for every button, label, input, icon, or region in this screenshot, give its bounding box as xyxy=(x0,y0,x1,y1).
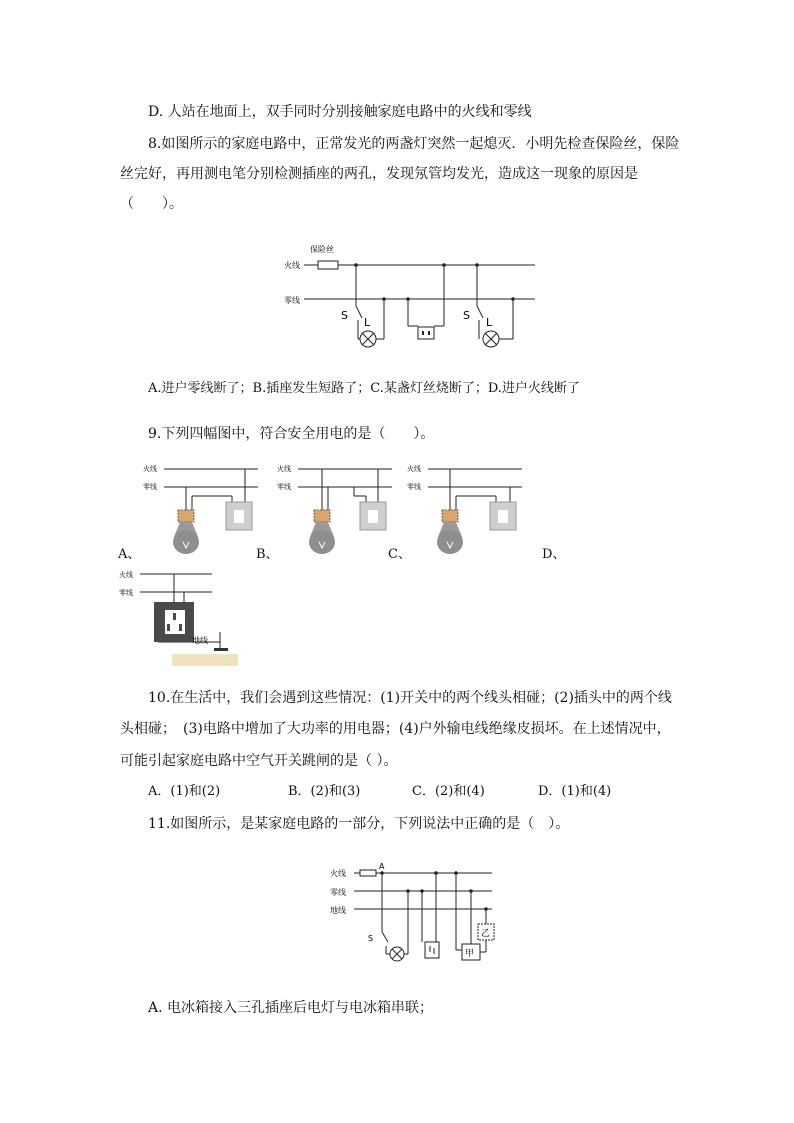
q9b-neutral-label: 零线 xyxy=(277,483,291,491)
q8-stem-line2: 丝完好，再用测电笔分别检测插座的两孔，发现氖管均发光，造成这一现象的原因是 xyxy=(120,166,638,182)
q9d-neutral-label: 零线 xyxy=(119,589,133,597)
q10-stem-line1: 10.在生活中，我们会遇到这些情况：(1)开关中的两个线头相碰；(2)插头中的两个线 xyxy=(148,690,672,706)
q10-stem-line3: 可能引起家庭电路中空气开关跳闸的是（ ）。 xyxy=(120,753,398,769)
q8-lamp-label-2: L xyxy=(486,316,493,329)
q11-stem: 11.如图所示，是某家庭电路的一部分，下列说法中正确的是（ ）。 xyxy=(148,816,570,832)
q9d-ground-label: 地线 xyxy=(192,636,208,645)
q8-fuse-label: 保险丝 xyxy=(310,245,334,254)
q8-circuit-diagram xyxy=(280,240,540,355)
q9d-live-label: 火线 xyxy=(119,571,133,579)
q9c-live-label: 火线 xyxy=(407,465,421,473)
q11-neutral-label: 零线 xyxy=(330,888,346,897)
q9-label-b: B、 xyxy=(256,547,279,562)
q9a-neutral-label: 零线 xyxy=(143,483,157,491)
q9-stem: 9.下列四幅图中，符合安全用电的是（ ）。 xyxy=(148,426,435,442)
q9-panel-c xyxy=(404,462,529,560)
q8-options: A.进户零线断了；B.插座发生短路了；C.某盏灯丝烧断了；D.进户火线断了 xyxy=(148,381,580,396)
q9-label-c: C、 xyxy=(388,547,411,562)
q8-stem-line3: （ ）。 xyxy=(120,196,183,212)
q11-ground-label: 地线 xyxy=(330,906,346,915)
q9b-live-label: 火线 xyxy=(277,465,291,473)
q9a-live-label: 火线 xyxy=(143,465,157,473)
q8-neutral-label: 零线 xyxy=(284,296,300,305)
q10-option-b: B．(2)和(3) xyxy=(288,784,361,799)
q9-panel-b xyxy=(274,462,399,560)
q11-point-a-label: A xyxy=(379,862,385,871)
q9-panel-a xyxy=(140,462,265,560)
q11-box-yi: 乙 xyxy=(481,929,491,939)
q9-label-d: D、 xyxy=(542,547,566,562)
q10-option-a: A．(1)和(2) xyxy=(148,784,221,799)
q9-label-a: A、 xyxy=(118,547,141,562)
q8-switch-label-1: S xyxy=(341,309,348,322)
q10-stem-line2: 头相碰； (3)电路中增加了大功率的用电器；(4)户外输电线绝缘皮损坏。在上述情况中， xyxy=(120,721,671,737)
q10-option-c: C．(2)和(4) xyxy=(412,784,485,799)
q8-live-label: 火线 xyxy=(284,261,300,270)
q11-live-label: 火线 xyxy=(330,869,346,878)
q8-switch-label-2: S xyxy=(463,309,470,322)
q11-option-a: A. 电冰箱接入三孔插座后电灯与电冰箱串联； xyxy=(148,1000,434,1016)
q11-box-jia: 甲 xyxy=(465,949,475,959)
q11-switch-label: S xyxy=(368,934,374,943)
q9c-neutral-label: 零线 xyxy=(407,483,421,491)
q11-circuit-diagram xyxy=(326,858,498,970)
q8-lamp-label-1: L xyxy=(364,316,371,329)
q10-option-d: D．(1)和(4) xyxy=(538,784,612,799)
q9-panel-d xyxy=(116,566,238,668)
q8-stem-line1: 8.如图所示的家庭电路中，正常发光的两盏灯突然一起熄灭．小明先检查保险丝，保险 xyxy=(148,136,680,152)
q7-option-d: D. 人站在地面上，双手同时分别接触家庭电路中的火线和零线 xyxy=(148,104,532,120)
